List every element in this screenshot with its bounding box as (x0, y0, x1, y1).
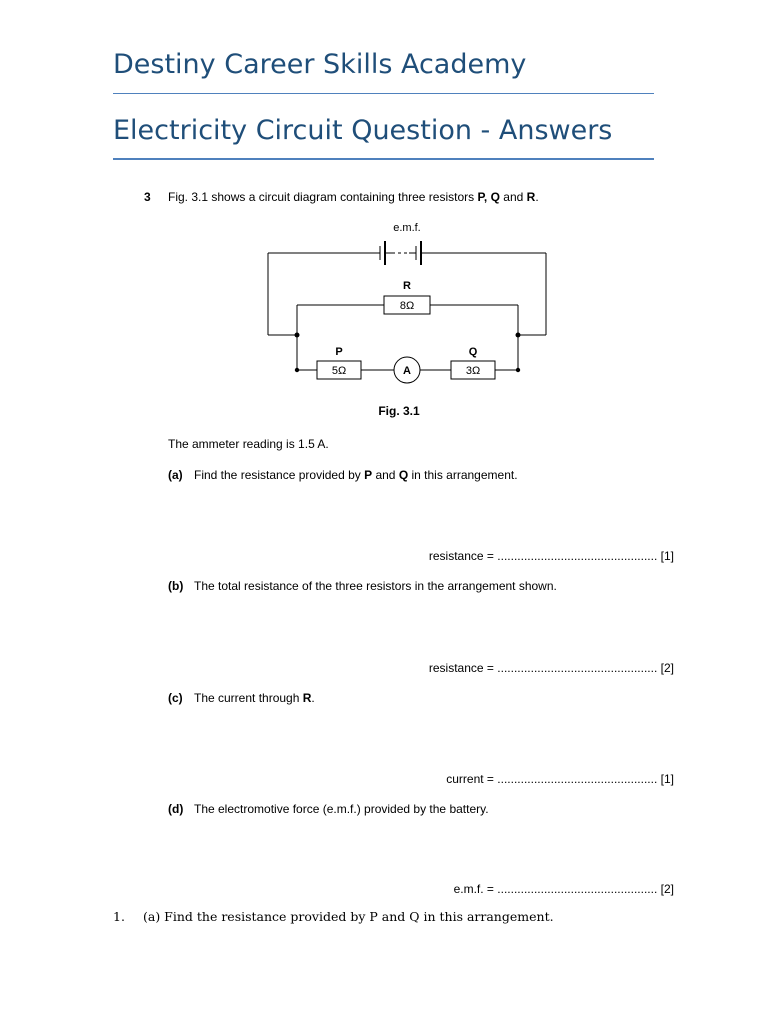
answer-label: resistance = (428, 661, 494, 675)
part-bold: R (302, 691, 312, 705)
part-d-question: The electromotive force (e.m.f.) provided by the battery. (194, 802, 489, 816)
intro-text: and (499, 190, 527, 204)
figure-caption: Fig. 3.1 (378, 404, 420, 418)
part-b-question: The total resistance of the three resistors in the arrangement shown. (194, 579, 557, 593)
intro-bold: R (526, 190, 536, 204)
resistor-r-value: 8Ω (399, 300, 415, 312)
answer-blank: ................................................ (497, 661, 658, 675)
intro-bold: P, Q (477, 190, 500, 204)
resistor-r-label: R (403, 280, 411, 292)
answer-text: (a) Find the resistance provided by P and Q in this arrangement. (143, 909, 554, 924)
marks: [1] (660, 772, 674, 786)
answer-number: 1. (113, 909, 125, 924)
part-b-answer-line (429, 661, 674, 675)
answer-item (113, 909, 554, 924)
resistor-q-label: Q (468, 346, 478, 358)
part-a-question (194, 468, 518, 482)
part-text: Find the resistance provided by (194, 468, 365, 482)
marks: [2] (660, 661, 674, 675)
part-bold: Q (398, 468, 409, 482)
part-text: and (372, 468, 399, 482)
answer-blank: ................................................ (497, 882, 658, 896)
marks: [1] (660, 549, 674, 563)
resistor-p-value: 5Ω (331, 365, 347, 377)
part-text: . (311, 691, 315, 705)
ammeter-symbol: A (403, 365, 411, 377)
question-number: 3 (144, 190, 151, 204)
part-a-answer-line (429, 549, 674, 563)
part-c-label: (c) (168, 691, 183, 705)
divider (113, 93, 654, 94)
marks: [2] (660, 882, 674, 896)
part-text: The current through (194, 691, 303, 705)
intro-text: . (535, 190, 539, 204)
part-d-label: (d) (168, 802, 184, 816)
answer-label: current = (446, 772, 494, 786)
part-a-label: (a) (168, 468, 183, 482)
school-name: Destiny Career Skills Academy (113, 49, 527, 80)
answer-blank: ................................................ (497, 772, 658, 786)
part-bold: P (364, 468, 373, 482)
divider (113, 158, 654, 160)
answer-blank: ................................................ (497, 549, 658, 563)
part-c-question (194, 691, 315, 705)
intro-text: Fig. 3.1 shows a circuit diagram containing three resistors (168, 190, 478, 204)
scanned-question (142, 180, 682, 905)
emf-label: e.m.f. (393, 222, 421, 234)
answer-label: resistance = (428, 549, 494, 563)
part-b-label: (b) (168, 579, 184, 593)
part-c-answer-line (446, 772, 674, 786)
part-d-answer-line (454, 882, 674, 896)
answer-label: e.m.f. = (453, 882, 494, 896)
resistor-q-value: 3Ω (465, 365, 481, 377)
circuit-diagram (142, 180, 682, 425)
ammeter-reading: The ammeter reading is 1.5 A. (168, 437, 329, 451)
part-text: in this arrangement. (408, 468, 518, 482)
page-title: Electricity Circuit Question - Answers (113, 115, 613, 146)
resistor-p-label: P (335, 346, 343, 358)
